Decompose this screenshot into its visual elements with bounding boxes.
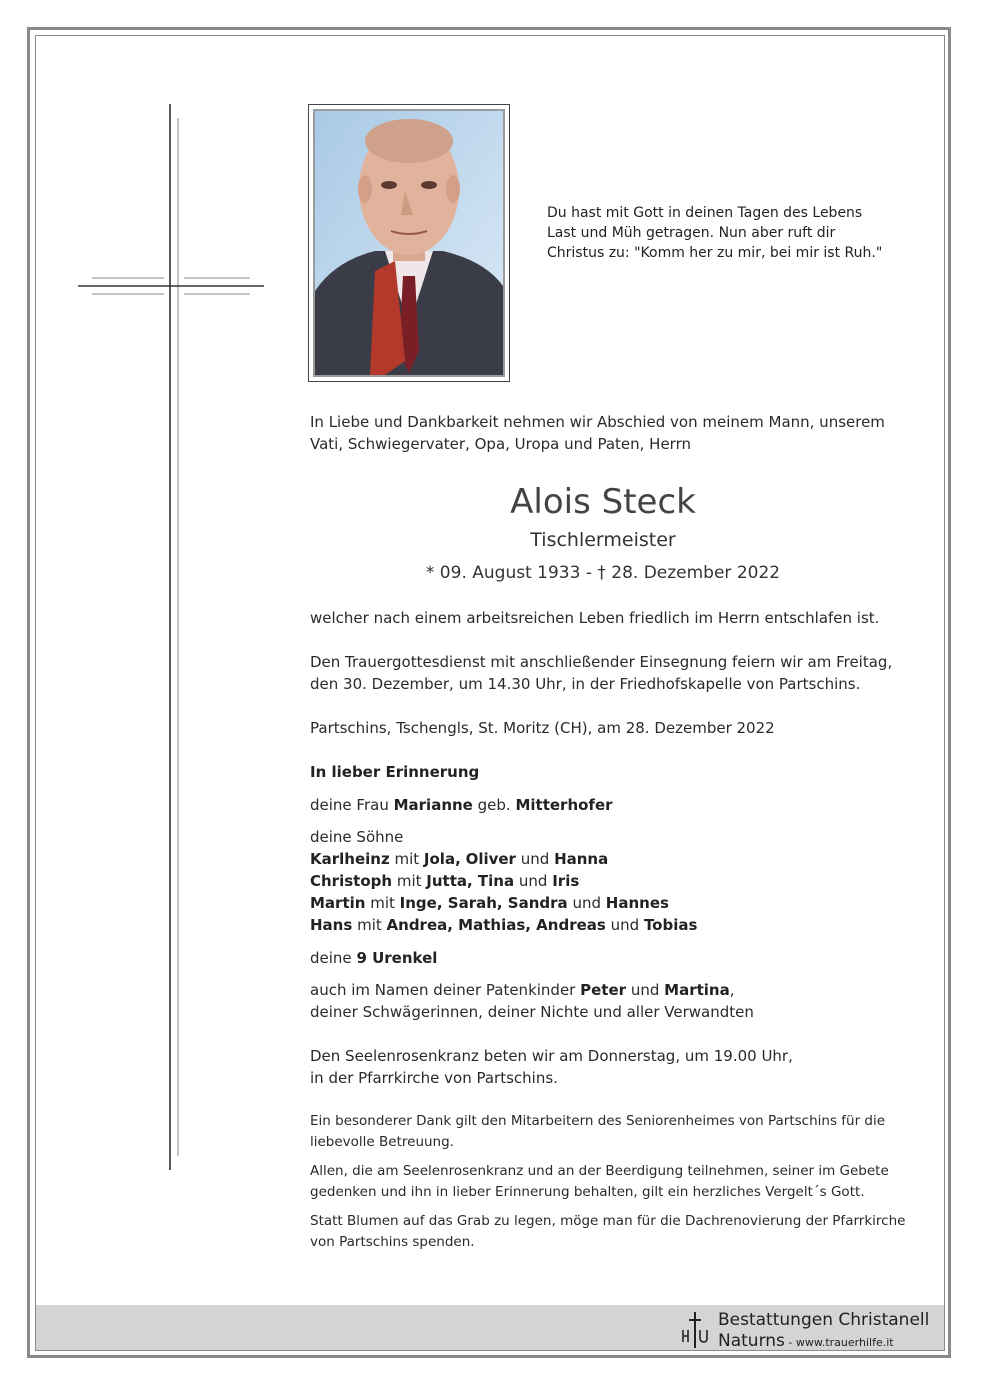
godchild-name: Martina [664,981,730,999]
service-line: Den Trauergottesdienst mit anschließender Einsegnung feiern wir am Freitag, [310,653,893,671]
thanks-line: Ein besonderer Dank gilt den Mitarbeitern des Seniorenheimes von Partschins für die [310,1113,886,1129]
quote-line: Christus zu: "Komm her zu mir, bei mir ist Ruh." [547,245,883,261]
son-name: Christoph [310,872,393,890]
intro-line: Vati, Schwiegervater, Opa, Uropa und Paten, Herrn [310,435,691,453]
son-line [310,848,910,870]
son-family: Oliver [465,850,516,868]
son-line [310,914,910,936]
deceased-dates: * 09. August 1933 - † 28. Dezember 2022 [425,563,781,583]
son-family: Tobias [643,916,698,934]
thanks-paragraph-2 [310,1161,910,1203]
sons-block [310,826,910,936]
portrait-photo [315,111,503,375]
thanks-line: liebevolle Betreuung. [310,1134,454,1150]
thanks-line: Statt Blumen auf das Grab zu legen, möge man für die Dachrenovierung der Pfarrkirche [310,1213,906,1229]
thanks-paragraph-3 [310,1211,910,1253]
son-connector: mit [370,894,395,912]
thanks-line: von Partschins spenden. [310,1234,475,1250]
wife-line [310,794,910,816]
son-line [310,892,910,914]
son-line [310,870,910,892]
wife-maiden: Mitterhofer [515,796,613,814]
sons-label: deine Söhne [310,828,404,846]
quote-line: Last und Müh getragen. Nun aber ruft dir [547,225,836,241]
greatgrand-prefix: deine [310,949,352,967]
son-family: Jutta, Tina [426,872,515,890]
son-connector: mit [396,872,422,890]
thanks-line: gedenken und ihn in lieber Erinnerung behalten, gilt ein herzliches Vergelt´s Gott. [310,1184,865,1200]
wife-prefix: deine Frau [310,796,389,814]
passing-line: welcher nach einem arbeitsreichen Leben friedlich im Herrn entschlafen ist. [310,609,880,627]
son-connector: mit [394,850,420,868]
son-family: Inge, Sarah, Sandra [399,894,568,912]
passing-text [310,607,910,629]
son-family: Andrea, Mathias, Andreas [386,916,606,934]
godchildren-comma: , [729,981,735,999]
place-date [310,717,910,739]
son-connector: und [610,916,640,934]
son-connector: und [520,850,550,868]
greatgrand-count: 9 Urenkel [356,949,438,967]
greatgrand-line [310,947,910,969]
intro-line: In Liebe und Dankbarkeit nehmen wir Abschied von meinem Mann, unserem [310,413,885,431]
deceased-profession: Tischlermeister [530,529,676,551]
godchildren-connector: und [630,981,660,999]
service-line: den 30. Dezember, um 14.30 Uhr, in der Friedhofskapelle von Partschins. [310,675,861,693]
family-heading-text: In lieber Erinnerung [310,763,480,781]
thanks-paragraph-1 [310,1111,910,1153]
footer-company: Bestattungen Christanell [718,1310,930,1330]
wife-name: Marianne [393,796,473,814]
footer-website[interactable]: - www.trauerhilfe.it [784,1336,894,1349]
cross-icon [78,104,264,1170]
son-connector: und [518,872,548,890]
portrait-frame [308,104,510,382]
family-heading [310,761,910,783]
funeral-home-logo-icon [680,1310,710,1350]
son-connector: mit [357,916,382,934]
godchildren-prefix: auch im Namen deiner Patenkinder [310,981,576,999]
wife-nee: geb. [477,796,511,814]
godchild-name: Peter [580,981,627,999]
son-connector: und [572,894,601,912]
deceased-name: Alois Steck [510,482,696,522]
quote-line: Du hast mit Gott in deinen Tagen des Lebens [547,205,863,221]
place-date-line: Partschins, Tschengls, St. Moritz (CH), am 28. Dezember 2022 [310,719,775,737]
rosary-text [310,1045,910,1089]
son-family: Hanna [554,850,609,868]
son-name: Hans [310,916,353,934]
service-text [310,651,910,695]
relatives-line: deiner Schwägerinnen, deiner Nichte und aller Verwandten [310,1003,754,1021]
thanks-line: Allen, die am Seelenrosenkranz und an der Beerdigung teilnehmen, seiner im Gebete [310,1163,889,1179]
rosary-line: in der Pfarrkirche von Partschins. [310,1069,558,1087]
son-name: Karlheinz [310,850,390,868]
footer-location: Naturns [718,1331,785,1351]
rosary-line: Den Seelenrosenkranz beten wir am Donnerstag, um 19.00 Uhr, [310,1047,793,1065]
footer-sub [718,1331,894,1353]
intro-text [310,411,910,455]
son-name: Martin [310,894,366,912]
memorial-quote [547,203,907,263]
son-family: Iris [552,872,580,890]
son-family: Jola, [423,850,461,868]
son-family: Hannes [605,894,669,912]
godchildren-block [310,979,910,1023]
